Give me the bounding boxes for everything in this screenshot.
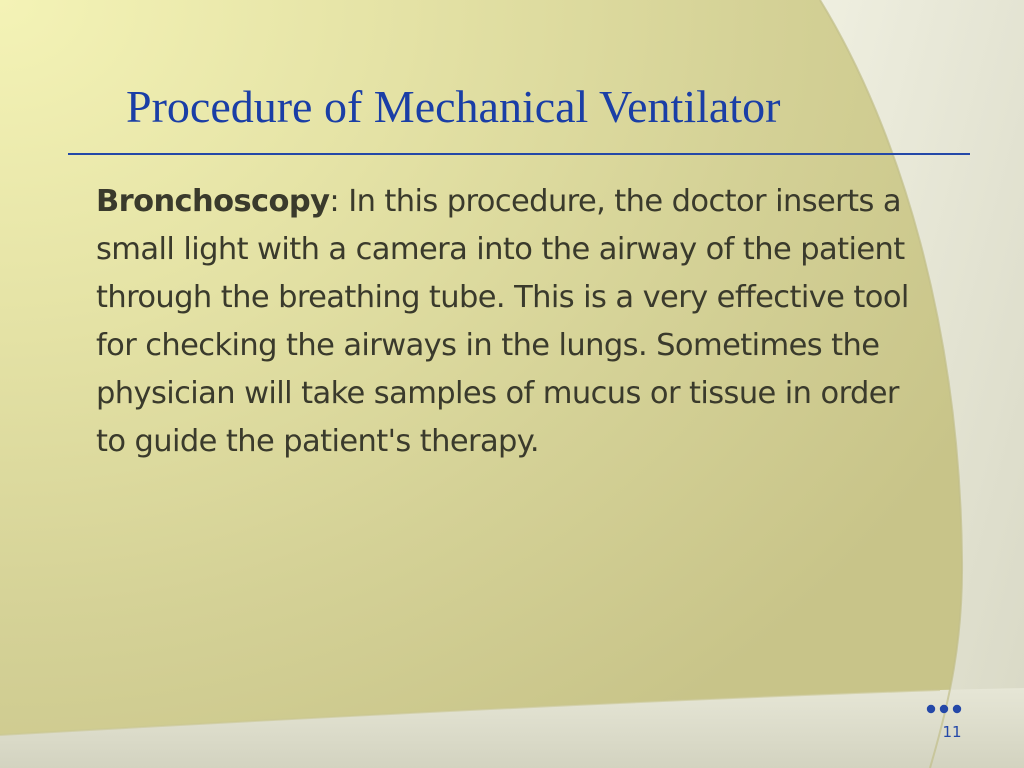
- body-description: In this procedure, the doctor inserts a small light with a camera into the airway of the patient through the breathing tube. This is a very effective tool for checking the airways in the lungs. Sometimes the physician will take samples of mucus or tissue in order to guide the patient's therapy.: [96, 184, 909, 459]
- title-divider: [68, 153, 970, 155]
- ellipsis-dots-icon: [926, 704, 962, 714]
- term-label: Bronchoscopy: [96, 184, 330, 219]
- term-separator: :: [329, 184, 340, 219]
- page-number: 11: [942, 723, 962, 741]
- bottom-curve-panel: [0, 688, 1024, 768]
- slide-title: Procedure of Mechanical Ventilator: [126, 81, 781, 132]
- body-paragraph: [96, 178, 936, 466]
